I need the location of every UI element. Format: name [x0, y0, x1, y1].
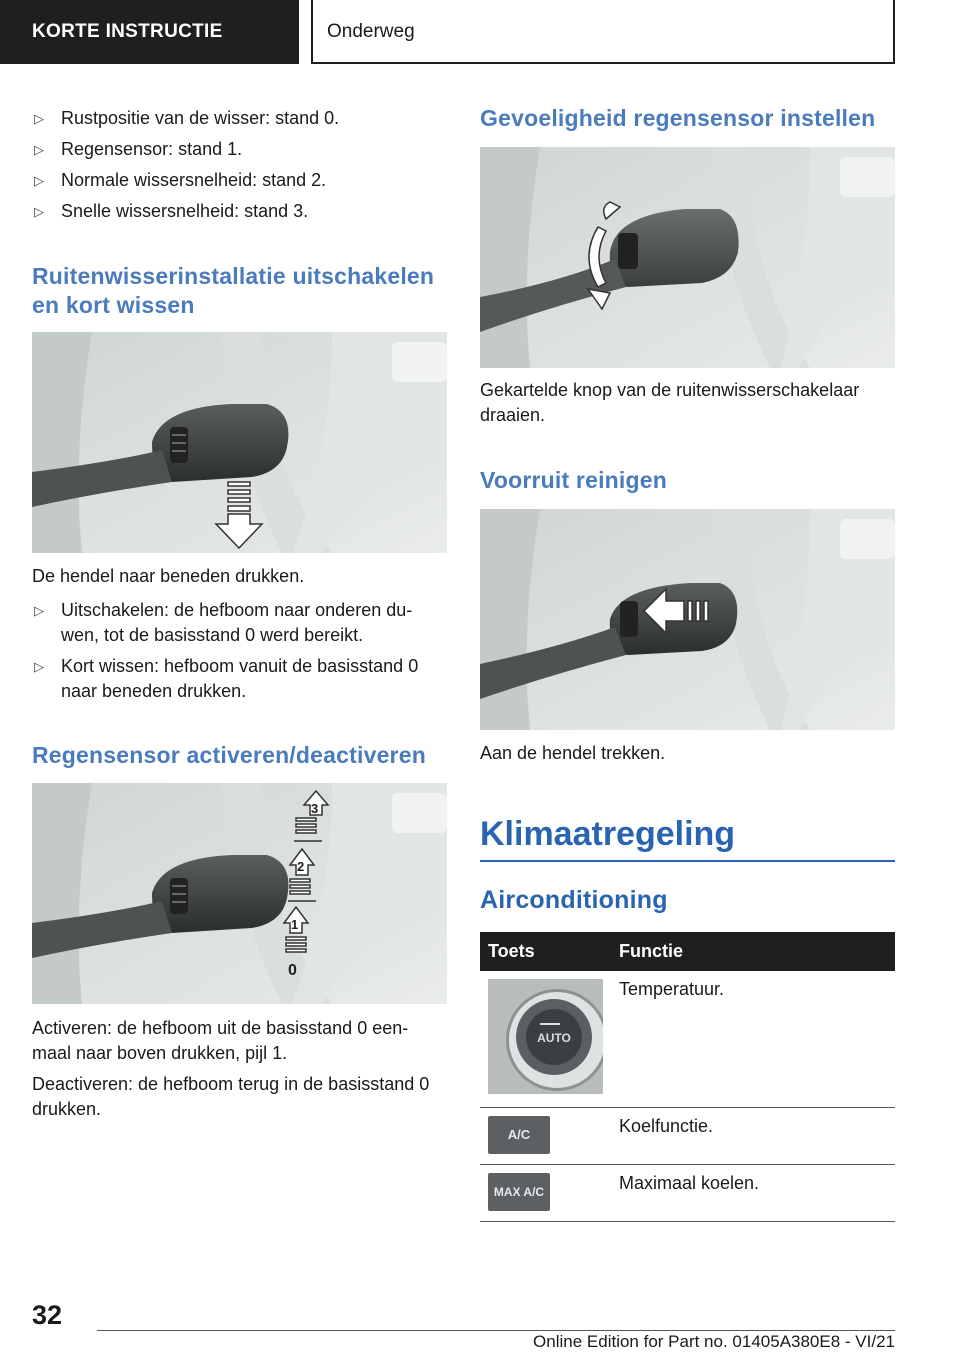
caption-clean: Aan de hendel trekken. [480, 743, 666, 763]
para-deactivate: Deactiveren: de hefboom terug in de basisstand 0 drukken. [32, 1074, 430, 1119]
caption-off: De hendel naar beneden drukken. [32, 566, 305, 586]
ac-button-icon: A/C [488, 1116, 550, 1154]
table-row [480, 971, 895, 1108]
rain-sensor-illustration [32, 783, 447, 1004]
function-cell: Maximaal koelen. [611, 1165, 895, 1222]
triangle-bullet-icon: ▷ [34, 659, 44, 674]
wiper-positions-list [32, 106, 447, 230]
triangle-bullet-icon: ▷ [34, 204, 44, 219]
list-item: ▷ Regensensor: stand 1. [32, 137, 447, 162]
para-activate: Activeren: de hefboom uit de basisstand 0 een-maal naar boven drukken, pijl 1. [32, 1018, 409, 1063]
table-row [480, 1108, 895, 1165]
arrow-label-3: 3 [311, 801, 319, 816]
footer-divider [97, 1330, 895, 1331]
pull-lever-illustration [480, 509, 895, 730]
sensitivity-figure [480, 147, 895, 368]
triangle-bullet-icon: ▷ [34, 142, 44, 157]
key-cell [480, 1108, 611, 1165]
heading-switch-off: Ruitenwisserinstallatie uitschakelen en kort wissen [32, 263, 435, 318]
key-cell [480, 1165, 611, 1222]
heading-clean-windscreen: Voorruit reinigen [480, 467, 667, 493]
key-cell [480, 971, 611, 1108]
table-header-row [480, 932, 895, 971]
arrow-label-1: 1 [291, 917, 299, 932]
section-tab: KORTE INSTRUCTIE [0, 0, 299, 64]
function-cell: Koelfunctie. [611, 1108, 895, 1165]
climate-keys-table [480, 932, 895, 1222]
triangle-bullet-icon: ▷ [34, 173, 44, 188]
knurled-knob-illustration [480, 147, 895, 368]
clean-windscreen-figure [480, 509, 895, 730]
rain-sensor-figure [32, 783, 447, 1004]
chapter-tab: Onderweg [311, 0, 895, 64]
triangle-bullet-icon: ▷ [34, 603, 44, 618]
list-item: ▷ Uitschakelen: de hefboom naar onderen du-wen, tot de basisstand 0 werd bereikt. [34, 600, 413, 645]
list-item: ▷ Normale wissersnelheid: stand 2. [32, 168, 447, 193]
column-header-function: Functie [611, 932, 895, 971]
header-bar [0, 0, 960, 66]
caption-sensitivity: Gekartelde knop van de ruitenwisserschakelaar draaien. [480, 380, 860, 425]
edition-footer: Online Edition for Part no. 01405A380E8 - VI/21 [533, 1332, 895, 1351]
list-item: ▷ Snelle wissersnelheid: stand 3. [32, 199, 447, 224]
heading-air-conditioning: Airconditioning [480, 886, 668, 914]
wiper-lever-down-figure [32, 332, 447, 553]
list-item: ▷ Kort wissen: hefboom vanuit de basisstand 0 naar beneden drukken. [34, 656, 419, 701]
triangle-bullet-icon: ▷ [34, 111, 44, 126]
max-ac-button-icon: MAX A/C [488, 1173, 550, 1211]
table-row [480, 1165, 895, 1222]
wiper-lever-illustration [32, 332, 447, 553]
title-climate-control: Klimaatregeling [480, 814, 895, 862]
arrow-label-2: 2 [297, 859, 305, 874]
column-header-key: Toets [480, 932, 611, 971]
page-number: 32 [32, 1300, 63, 1330]
function-cell: Temperatuur. [611, 971, 895, 1108]
heading-sensitivity: Gevoeligheid regensensor instellen [480, 105, 876, 131]
position-label-0: 0 [288, 962, 297, 979]
heading-rain-sensor: Regensensor activeren/deactiveren [32, 742, 426, 768]
list-item: ▷ Rustpositie van de wisser: stand 0. [32, 106, 447, 131]
switch-off-list [32, 598, 447, 710]
temperature-knob-icon: AUTO [488, 979, 603, 1094]
